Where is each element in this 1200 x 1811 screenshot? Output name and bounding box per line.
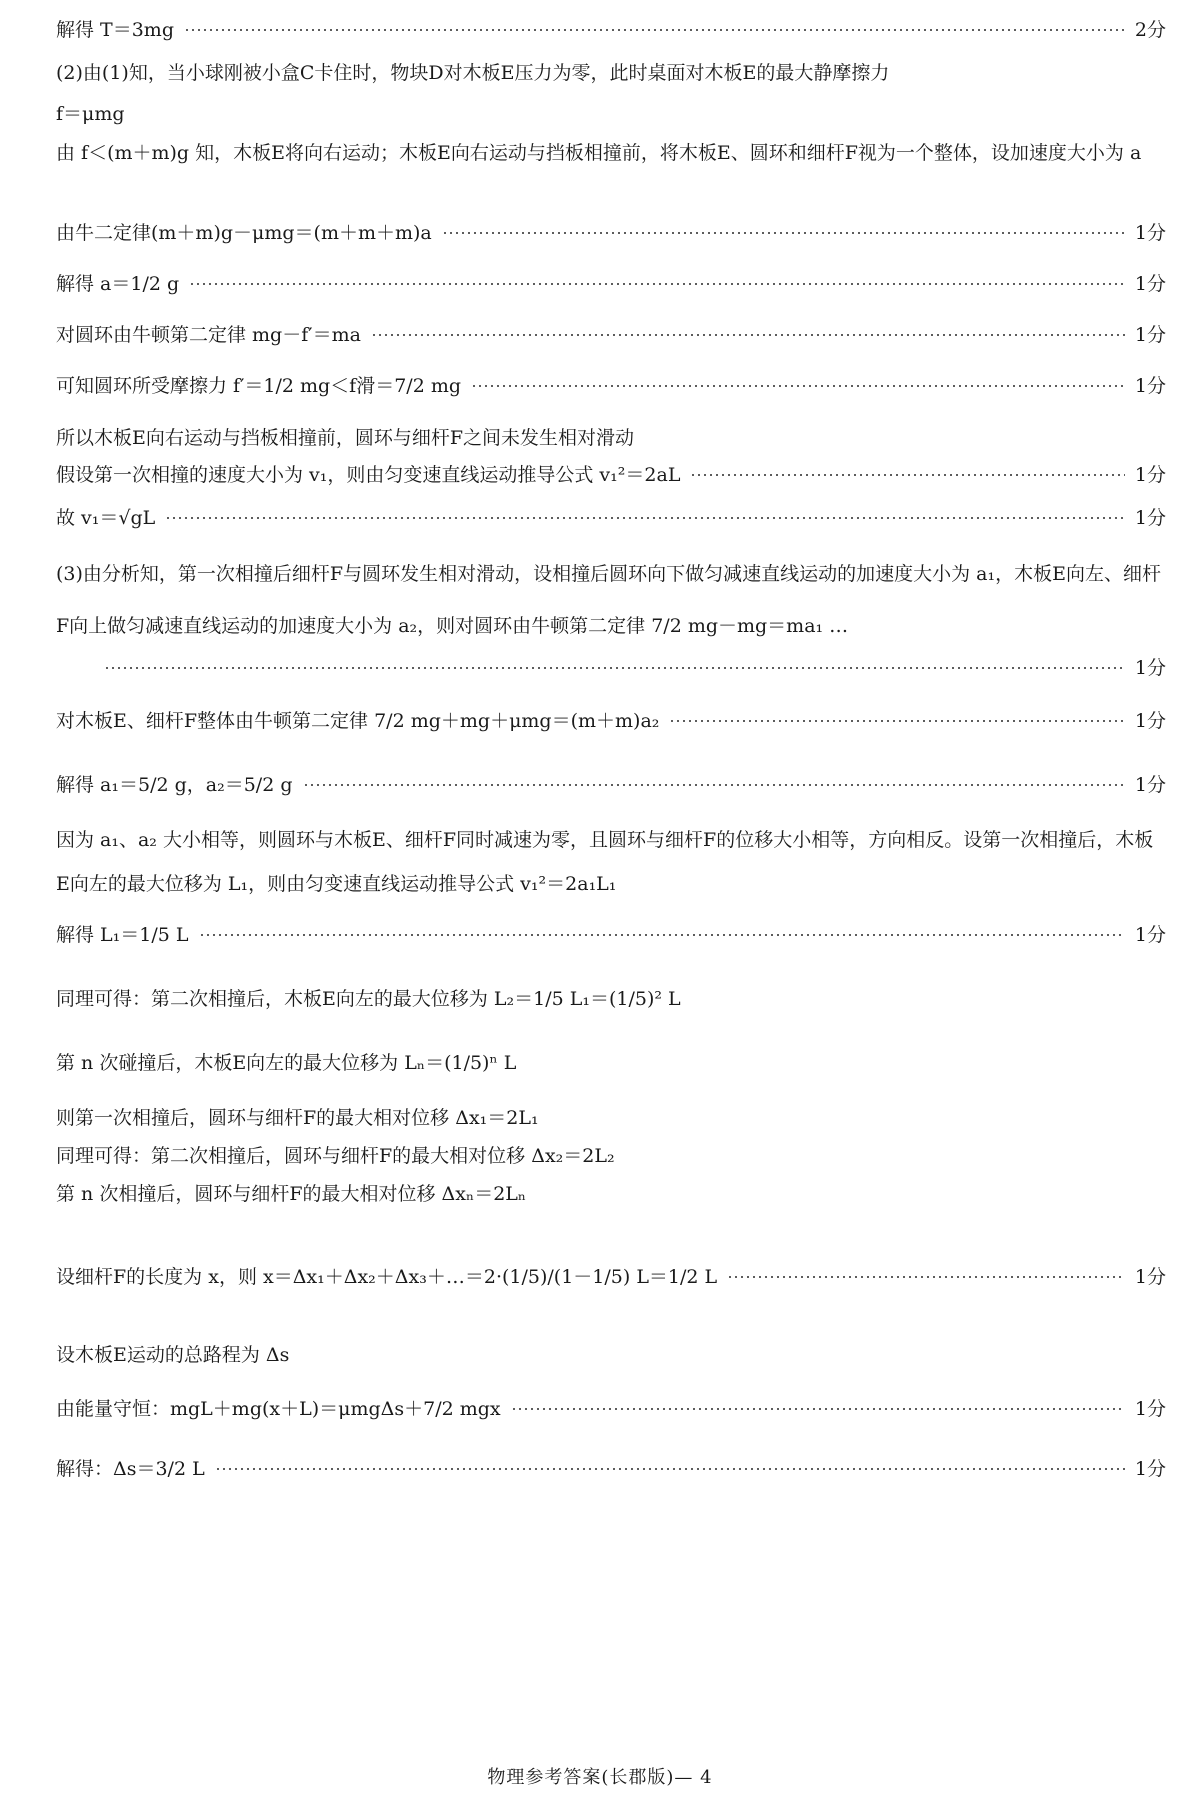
line-text: 解得 a＝1/2 g: [56, 273, 180, 295]
line-text: 同理可得：第二次相撞后，圆环与细杆F的最大相对位移 Δx₂＝2L₂: [56, 1145, 615, 1167]
score-label: 1分: [1134, 375, 1166, 397]
score-label: 2分: [1134, 19, 1166, 41]
line-solve-a1-a2: [56, 774, 1166, 797]
line-text: (2)由(1)知，当小球刚被小盒C卡住时，物块D对木板E压力为零，此时桌面对木板E的最大静摩擦力: [56, 62, 890, 84]
score-label: 1分: [1134, 222, 1166, 244]
line-equal-accel: [56, 818, 1166, 906]
line-text: 解得 L₁＝1/5 L: [56, 924, 189, 946]
line-part3-score: [94, 657, 1166, 680]
line-total-path: [56, 1344, 289, 1367]
line-text: 解得：Δs＝3/2 L: [56, 1458, 205, 1480]
dot-leader: [511, 1408, 1125, 1410]
line-solve-a: [56, 273, 1166, 296]
dot-leader: [690, 474, 1124, 476]
score-label: 1分: [1134, 1266, 1166, 1288]
line-solve-tension: [56, 19, 1166, 42]
dot-leader: [371, 334, 1125, 336]
line-ring-friction: [56, 375, 1166, 398]
line-text: 所以木板E向右运动与挡板相撞前，圆环与细杆F之间未发生相对滑动: [56, 427, 635, 449]
line-text: 第 n 次碰撞后，木板E向左的最大位移为 Lₙ＝(1/5)ⁿ L: [56, 1052, 517, 1074]
dot-leader: [303, 784, 1125, 786]
line-relative-disp-1: [56, 1107, 539, 1130]
line-text: 由牛二定律(m＋m)g－μmg＝(m＋m＋m)a: [56, 222, 432, 244]
score-label: 1分: [1134, 507, 1166, 529]
line-no-sliding: [56, 427, 634, 450]
dot-leader: [184, 29, 1125, 31]
dot-leader: [104, 667, 1125, 669]
line-text: 同理可得：第二次相撞后，木板E向左的最大位移为 L₂＝1/5 L₁＝(1/5)² L: [56, 988, 681, 1010]
line-text: 可知圆环所受摩擦力 f′＝1/2 mg＜f滑＝7/2 mg: [56, 375, 462, 397]
dot-leader: [215, 1468, 1125, 1470]
line-nth-collision: [56, 1052, 516, 1075]
line-part2-intro: [56, 62, 889, 85]
line-text: (3)由分析知，第一次相撞后细杆F与圆环发生相对滑动，设相撞后圆环向下做匀减速直线运动的加速度大小为 a₁，木板E向左、细杆F向上做匀减速直线运动的加速度大小为 a₂，则对圆环由牛顿第二定律 7/2 mg－mg＝ma₁ …: [56, 563, 1161, 637]
line-relative-disp-n: [56, 1183, 526, 1206]
line-solve-delta-s: [56, 1458, 1166, 1481]
score-label: 1分: [1134, 1458, 1166, 1480]
score-label: 1分: [1134, 657, 1166, 679]
score-label: 1分: [1134, 324, 1166, 346]
line-newton-ring: [56, 324, 1166, 347]
line-first-collision-speed: [56, 464, 1166, 487]
line-rod-length: [56, 1266, 1166, 1289]
dot-leader: [669, 720, 1125, 722]
score-label: 1分: [1134, 710, 1166, 732]
line-text: 设细杆F的长度为 x，则 x＝Δx₁＋Δx₂＋Δx₃＋…＝2·(1/5)/(1－1/5) L＝1/2 L: [56, 1266, 718, 1288]
line-text: 解得 a₁＝5/2 g，a₂＝5/2 g: [56, 774, 293, 796]
page-footer: 物理参考答案(长郡版)— 4: [487, 1767, 713, 1788]
line-board-moves-right: [56, 134, 1166, 172]
line-relative-disp-2: [56, 1145, 615, 1168]
line-text: 对木板E、细杆F整体由牛顿第二定律 7/2 mg＋mg＋μmg＝(m＋m)a₂: [56, 710, 660, 732]
line-text: 解得 T＝3mg: [56, 19, 174, 41]
dot-leader: [471, 385, 1125, 387]
line-part3-intro: [56, 548, 1166, 652]
dot-leader: [199, 934, 1125, 936]
score-label: 1分: [1134, 774, 1166, 796]
score-label: 1分: [1134, 464, 1166, 486]
line-text: 由 f＜(m＋m)g 知，木板E将向右运动；木板E向右运动与挡板相撞前，将木板E、圆环和细杆F视为一个整体，设加速度大小为 a: [56, 142, 1142, 164]
line-text: 则第一次相撞后，圆环与细杆F的最大相对位移 Δx₁＝2L₁: [56, 1107, 539, 1129]
score-label: 1分: [1134, 924, 1166, 946]
line-text: 因为 a₁、a₂ 大小相等，则圆环与木板E、细杆F同时减速为零，且圆环与细杆F的位移大小相等，方向相反。设第一次相撞后，木板E向左的最大位移为 L₁，则由匀变速直线运动推导公式 v₁²＝2a₁L₁: [56, 829, 1154, 895]
line-solve-L1: [56, 924, 1166, 947]
line-text: 假设第一次相撞的速度大小为 v₁，则由匀变速直线运动推导公式 v₁²＝2aL: [56, 464, 681, 486]
line-v1-result: [56, 507, 1166, 530]
line-static-friction: [56, 103, 125, 126]
dot-leader: [165, 517, 1125, 519]
line-text: 故 v₁＝√gL: [56, 507, 156, 529]
dot-leader: [442, 232, 1125, 234]
line-text: 对圆环由牛顿第二定律 mg－f′＝ma: [56, 324, 361, 346]
line-text: 设木板E运动的总路程为 Δs: [56, 1344, 290, 1366]
line-newton-board: [56, 710, 1166, 733]
line-text: 由能量守恒：mgL＋mg(x＋L)＝μmgΔs＋7/2 mgx: [56, 1398, 501, 1420]
line-newton-whole: [56, 222, 1166, 245]
line-second-collision: [56, 988, 681, 1011]
line-text: 第 n 次相撞后，圆环与细杆F的最大相对位移 Δxₙ＝2Lₙ: [56, 1183, 527, 1205]
line-text: f＝μmg: [56, 103, 125, 125]
score-label: 1分: [1134, 273, 1166, 295]
dot-leader: [727, 1276, 1125, 1278]
dot-leader: [189, 283, 1125, 285]
line-energy-conservation: [56, 1398, 1166, 1421]
score-label: 1分: [1134, 1398, 1166, 1420]
